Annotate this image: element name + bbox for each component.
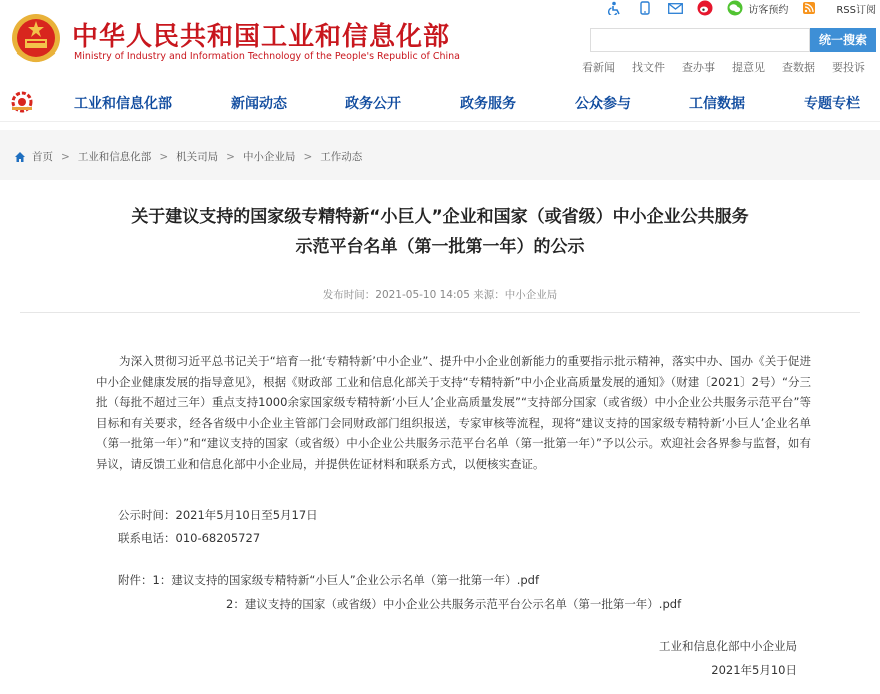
nav-item-public-participation[interactable]: 公众参与 [575, 96, 631, 112]
weibo-icon[interactable] [696, 0, 714, 16]
mail-icon[interactable] [666, 0, 684, 16]
attachment-2-link[interactable]: 2：建议支持的国家（或省级）中小企业公共服务示范平台公示名单（第一批第一年）.pdf [226, 597, 682, 611]
breadcrumb-ministry[interactable]: 工业和信息化部 [77, 151, 152, 163]
nav-item-ministry[interactable]: 工业和信息化部 [74, 96, 172, 112]
nav-item-government-services[interactable]: 政务服务 [460, 96, 516, 112]
divider [20, 312, 860, 313]
signature-date: 2021年5月10日 [711, 663, 797, 677]
article-title-line-2: 示范平台名单（第一批第一年）的公示 [295, 237, 585, 257]
search-input[interactable] [590, 28, 810, 52]
wechat-icon[interactable] [726, 0, 744, 16]
breadcrumb-home[interactable]: 首页 [32, 151, 53, 163]
mobile-icon[interactable] [636, 0, 654, 16]
visitor-appointment-link[interactable]: 访客预约 [748, 4, 789, 16]
quick-link-complaint[interactable]: 要投诉 [832, 61, 865, 74]
ministry-logo-icon[interactable] [10, 91, 34, 113]
article-body: 为深入贯彻习近平总书记关于“培育一批‘专精特新’中小企业”、提升中小企业创新能力的重要指示批示精神，落实中办、国办《关于促进中小企业健康发展的指导意见》，根据《财政部 工业和信息化部关于支持“专精特新”中小企业高质量发展的通知》（财建〔2021〕2号）“分三批（每批不超过三年）重点支持1000余家国家级专精特新‘小巨人’企业高质量发展”“支持部分国家（或省级）中小企业公共服务示范平台”等目标和有关要求，经各省级中小企业主管部门会同财政部门组织报送，专家审核等流程，现将“建议支持的国家级专精特新‘小巨人’企业名单（第一批第一年）”和“建议支持的国家（或省级）中小企业公共服务示范平台名单（第一批第一年）”予以公示。欢迎社会各界参与监督，如有异议，请反馈工业和信息化部中小企业局，并提供佐证材料和联系方式，以便核实查证。 [96, 354, 811, 471]
home-icon [14, 151, 26, 163]
site-title[interactable]: 中华人民共和国工业和信息化部 [72, 22, 451, 52]
attachment-1-link[interactable]: 附件：1：建议支持的国家级专精特新“小巨人”企业公示名单（第一批第一年）.pdf [118, 573, 540, 587]
national-emblem-icon[interactable] [10, 12, 62, 66]
nav-item-special-topics[interactable]: 专题专栏 [804, 96, 860, 112]
nav-item-government-affairs[interactable]: 政务公开 [345, 96, 401, 112]
rss-icon[interactable] [800, 0, 818, 16]
signature: 工业和信息化部中小企业局 [659, 639, 797, 653]
top-tools [594, 0, 880, 16]
article-title-line-1: 关于建议支持的国家级专精特新“小巨人”企业和国家（或省级）中小企业公共服务 [131, 207, 749, 227]
quick-link-services[interactable]: 查办事 [682, 61, 715, 74]
search-button[interactable]: 统一搜索 [810, 28, 876, 52]
breadcrumb-separator: > [159, 150, 169, 163]
breadcrumb-work-news[interactable]: 工作动态 [320, 151, 363, 163]
quick-link-feedback[interactable]: 提意见 [732, 61, 765, 74]
rss-link[interactable]: RSS订阅 [836, 4, 876, 16]
quick-links [582, 59, 880, 75]
breadcrumb-departments[interactable]: 机关司局 [176, 151, 219, 163]
nav-item-news[interactable]: 新闻动态 [231, 96, 287, 112]
article-meta: 发布时间：2021-05-10 14:05 来源：中小企业局 [322, 289, 558, 301]
nav-item-data[interactable]: 工信数据 [689, 96, 745, 112]
quick-link-documents[interactable]: 找文件 [632, 61, 665, 74]
quick-link-news[interactable]: 看新闻 [582, 61, 615, 74]
contact-phone: 联系电话：010-68205727 [118, 531, 261, 545]
breadcrumb-separator: > [303, 150, 313, 163]
breadcrumb-separator: > [61, 150, 70, 163]
quick-link-data[interactable]: 查数据 [782, 61, 815, 74]
breadcrumb-separator: > [226, 150, 235, 163]
publicity-period: 公示时间：2021年5月10日至5月17日 [118, 508, 318, 522]
site-header [0, 0, 880, 80]
accessibility-icon[interactable] [606, 0, 624, 16]
breadcrumb-sme-bureau[interactable]: 中小企业局 [242, 151, 296, 163]
main-nav [0, 82, 880, 122]
breadcrumb [0, 130, 880, 180]
site-subtitle: Ministry of Industry and Information Technology of the People's Republic of China [74, 51, 460, 62]
